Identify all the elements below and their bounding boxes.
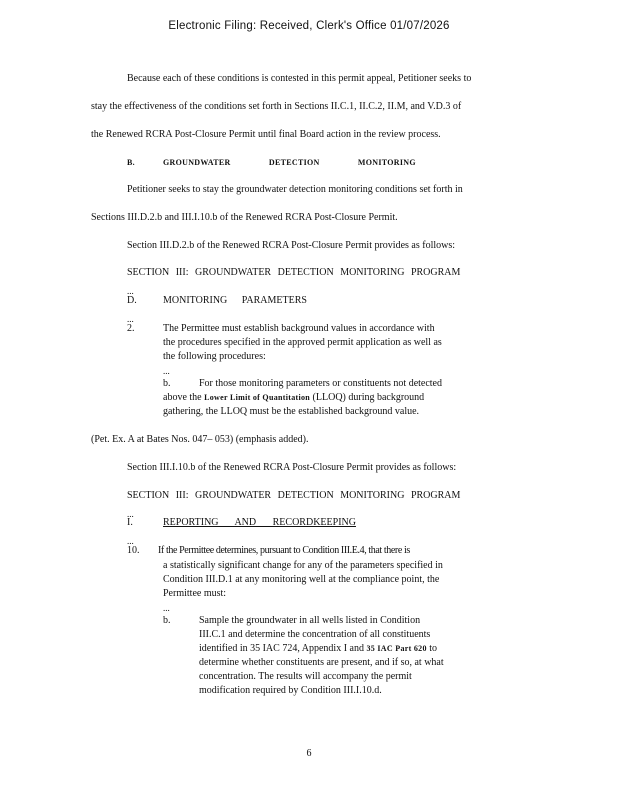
quote-subheading: MONITORING PARAMETERS xyxy=(163,295,307,306)
quote-section-title: SECTION III: GROUNDWATER DETECTION MONITORING PROGRAM xyxy=(127,490,461,501)
quote-label: 2. xyxy=(127,323,135,334)
quote-line: a statistically significant change for any of the parameters specified in xyxy=(163,560,443,571)
quote-line: The Permittee must establish background values in accordance with xyxy=(163,323,435,334)
quote-line: modification required by Condition III.I.10.d. xyxy=(199,685,382,696)
quote-label: b. xyxy=(163,378,171,389)
quote-line: Sample the groundwater in all wells listed in Condition xyxy=(199,615,421,626)
quote-line: concentration. The results will accompany the permit xyxy=(199,671,412,682)
paragraph-line: Petitioner seeks to stay the groundwater detection monitoring conditions set forth in xyxy=(127,184,463,195)
quote-line: Permittee must: xyxy=(163,588,227,599)
quote-label: 10. xyxy=(127,545,140,556)
paragraph-line: Sections III.D.2.b and III.I.10.b of the Renewed RCRA Post-Closure Permit. xyxy=(91,212,398,223)
quote-line: the procedures specified in the approved permit application as well as xyxy=(163,337,442,348)
ellipsis: ... xyxy=(127,314,134,324)
ellipsis: ... xyxy=(163,366,170,376)
quote-subheading: REPORTING AND RECORDKEEPING xyxy=(163,517,356,528)
quote-line: Condition III.D.1 at any monitoring well at the compliance point, the xyxy=(163,574,440,585)
quote-label: D. xyxy=(127,295,137,306)
ellipsis: ... xyxy=(127,286,134,296)
section-heading: GROUNDWATER DETECTION MONITORING xyxy=(163,158,416,167)
quote-label: I. xyxy=(127,517,133,528)
paragraph-line: Section III.D.2.b of the Renewed RCRA Post-Closure Permit provides as follows: xyxy=(127,240,456,251)
ellipsis: ... xyxy=(127,536,134,546)
quote-line: For those monitoring parameters or constituents not detected xyxy=(199,378,442,389)
paragraph-line: the Renewed RCRA Post-Closure Permit until final Board action in the review process. xyxy=(91,129,441,140)
quote-line: gathering, the LLOQ must be the established background value. xyxy=(163,406,420,417)
paragraph-line: Because each of these conditions is contested in this permit appeal, Petitioner seeks to xyxy=(127,73,472,84)
paragraph-line: Section III.I.10.b of the Renewed RCRA Post-Closure Permit provides as follows: xyxy=(127,462,457,473)
quote-section-title: SECTION III: GROUNDWATER DETECTION MONITORING PROGRAM xyxy=(127,267,461,278)
quote-line: above the Lower Limit of Quantitation (LLOQ) during background xyxy=(163,392,425,403)
ellipsis: ... xyxy=(163,603,170,613)
filing-header: Electronic Filing: Received, Clerk's Office 01/07/2026 xyxy=(168,20,450,32)
quote-line: III.C.1 and determine the concentration of all constituents xyxy=(199,629,431,640)
paragraph-line: stay the effectiveness of the conditions set forth in Sections II.C.1, II.C.2, II.M, and V.D.3 of xyxy=(91,101,462,112)
quote-label: b. xyxy=(163,615,171,626)
section-letter: B. xyxy=(127,158,135,167)
quote-line: the following procedures: xyxy=(163,351,266,362)
quote-line: If the Permittee determines, pursuant to Condition III.E.4, that there is xyxy=(158,545,410,556)
page-number: 6 xyxy=(306,748,312,759)
citation: (Pet. Ex. A at Bates Nos. 047– 053) (emphasis added). xyxy=(91,434,309,445)
ellipsis: ... xyxy=(127,509,134,519)
quote-line: determine whether constituents are present, and if so, at what xyxy=(199,657,444,668)
quote-line: identified in 35 IAC 724, Appendix I and 35 IAC Part 620 to xyxy=(199,643,438,654)
